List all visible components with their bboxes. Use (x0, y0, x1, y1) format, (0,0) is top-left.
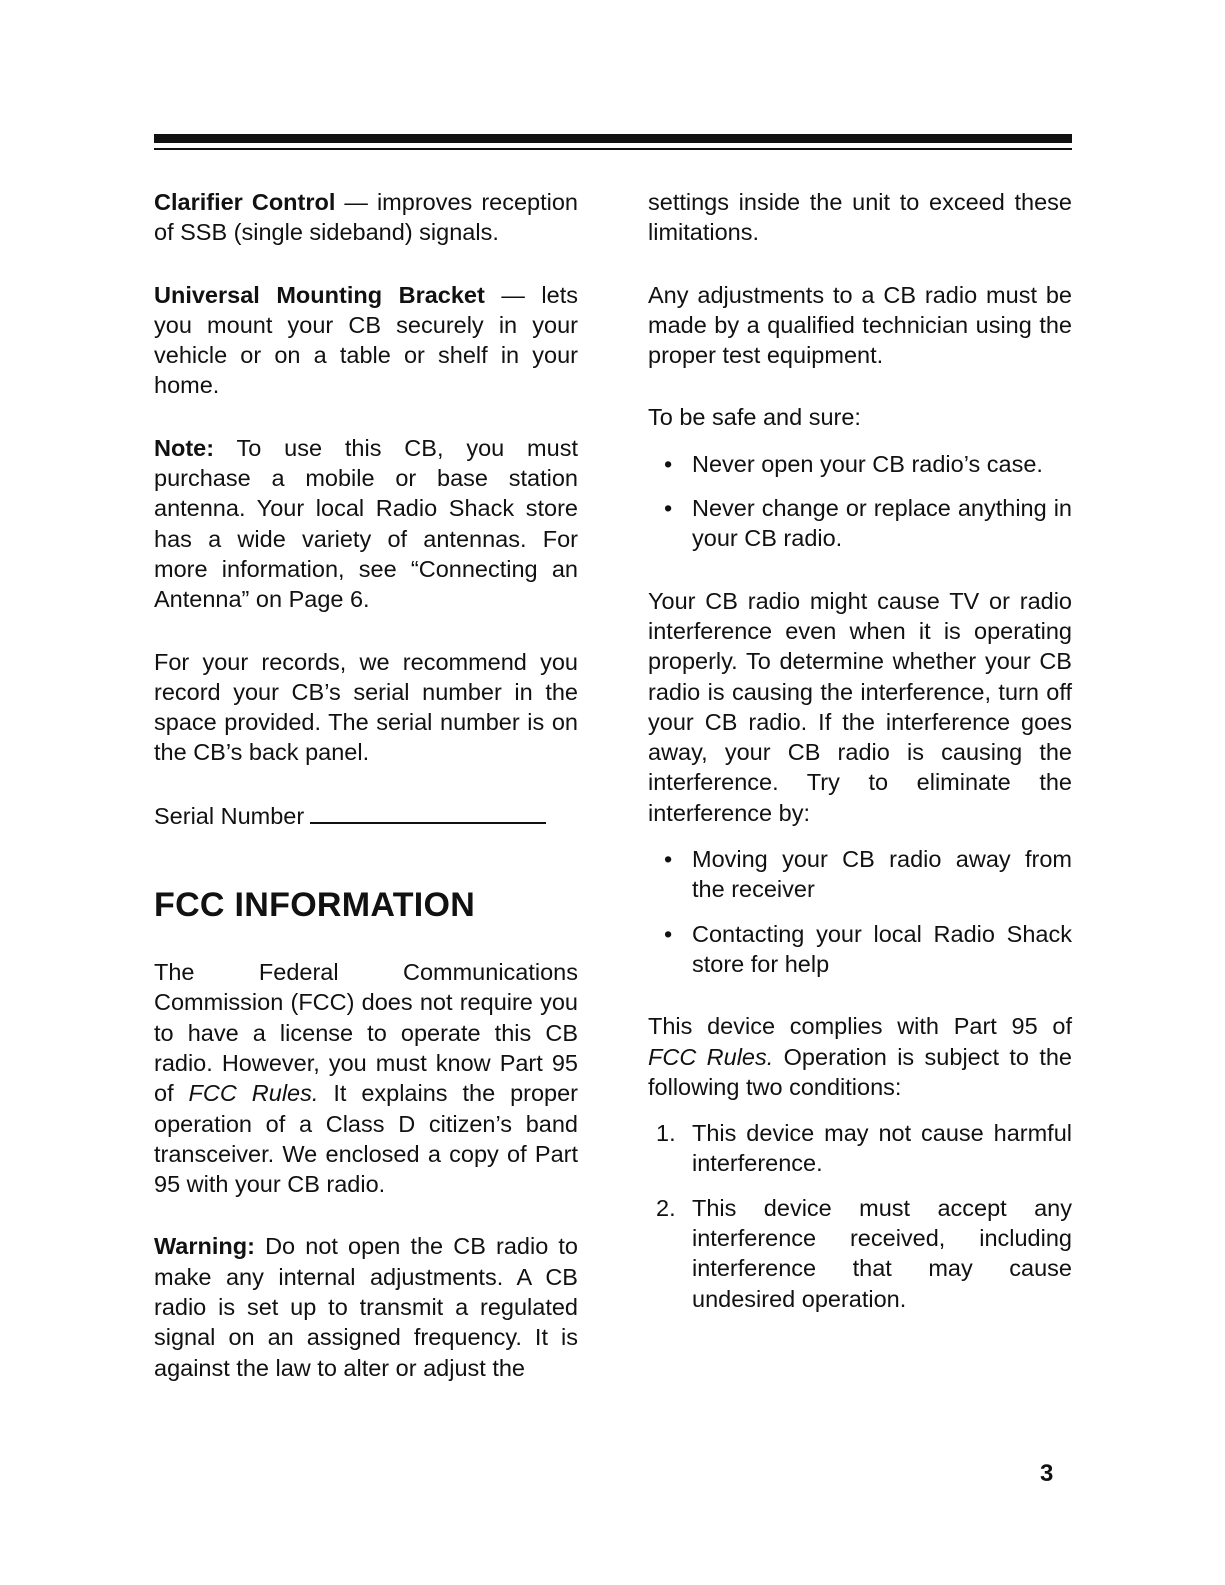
warning-text: Do not open the CB radio to make any internal adjustments. A CB radio is set up to transmit a regulated signal on an assigned frequency. It is against the law to alter or adjust the (154, 1233, 578, 1381)
right-column (648, 187, 1072, 1328)
list-item-text: Moving your CB radio away from the receiver (692, 846, 1072, 903)
serial-number-blank (310, 800, 546, 824)
warning-term: Warning: (154, 1233, 255, 1260)
list-item (648, 493, 1072, 554)
fcc-rules-ref: FCC Rules. (188, 1080, 319, 1107)
condition-text: This device may not cause harmful interference. (692, 1120, 1072, 1177)
bracket-term: Universal Mounting Bracket (154, 281, 485, 308)
interference-paragraph: Your CB radio might cause TV or radio interference even when it is operating properly. To determine whether your CB radio is causing the interference, turn off your CB radio. If the interference goes away, your CB radio is causing the interference. Try to eliminate the interference by: (648, 587, 1072, 826)
bracket-paragraph (154, 280, 578, 401)
fcc-text-1: The Federal Communications Commission (FCC) does not require you to have a license to operate this CB radio. However, you must know Part 95 of (154, 959, 578, 1107)
safe-intro: To be safe and sure: (648, 404, 861, 431)
list-item (648, 844, 1072, 905)
note-text: To use this CB, you must purchase a mobile or base station antenna. Your local Radio Shack store has a wide variety of antennas. For more information, see “Connecting an Antenna” on Page 6. (154, 434, 578, 613)
fcc-paragraph (154, 957, 578, 1199)
bullet-icon: • (664, 920, 673, 947)
bullet-icon: • (664, 495, 673, 522)
page-number: 3 (1040, 1460, 1054, 1487)
list-item-text: Contacting your local Radio Shack store for help (692, 920, 1072, 977)
note-paragraph (154, 433, 578, 615)
clarifier-paragraph (154, 187, 578, 248)
list-item-text: Never open your CB radio’s case. (692, 450, 1043, 477)
complies-paragraph (648, 1011, 1072, 1102)
interference-fix-list (648, 844, 1072, 979)
fcc-information-heading: FCC INFORMATION (154, 886, 476, 925)
bullet-icon: • (664, 846, 673, 873)
list-item (648, 1118, 1072, 1179)
fcc-text-2: It explains the proper operation of a Class D citizen’s band transceiver. We enclosed a copy of Part 95 with your CB radio. (154, 1080, 578, 1198)
condition-text: This device must accept any interference received, including interference that may cause undesired operation. (692, 1194, 1072, 1312)
serial-number-field (154, 800, 578, 831)
records-paragraph: For your records, we recommend you record your CB’s serial number in the space provided. The serial number is on the CB’s back panel. (154, 648, 578, 766)
list-item (648, 1193, 1072, 1314)
warning-paragraph (154, 1231, 578, 1382)
condition-number: 1. (656, 1120, 676, 1147)
safety-list (648, 449, 1072, 554)
left-column (154, 187, 578, 1415)
bullet-icon: • (664, 450, 673, 477)
adjustments-paragraph: Any adjustments to a CB radio must be made by a qualified technician using the proper test equipment. (648, 281, 1072, 369)
complies-text-1: This device complies with Part 95 of (648, 1013, 1072, 1040)
bracket-text: — lets you mount your CB securely in your vehicle or on a table or shelf in your home. (154, 281, 578, 399)
clarifier-term: Clarifier Control (154, 189, 336, 215)
header-rule-thin (154, 148, 1072, 150)
conditions-list (648, 1118, 1072, 1314)
header-rule-thick (154, 134, 1072, 143)
clarifier-text: — improves reception of SSB (single sideband) signals. (154, 189, 578, 246)
list-item-text: Never change or replace anything in your CB radio. (692, 495, 1072, 552)
list-item (648, 449, 1072, 479)
note-term: Note: (154, 434, 215, 461)
serial-number-label: Serial Number (154, 802, 305, 829)
list-item (648, 919, 1072, 980)
continuation-paragraph: settings inside the unit to exceed these limitations. (648, 189, 1072, 246)
complies-text-2: Operation is subject to the following two conditions: (648, 1043, 1073, 1100)
condition-number: 2. (656, 1194, 676, 1221)
complies-rules-ref: FCC Rules. (648, 1043, 774, 1070)
